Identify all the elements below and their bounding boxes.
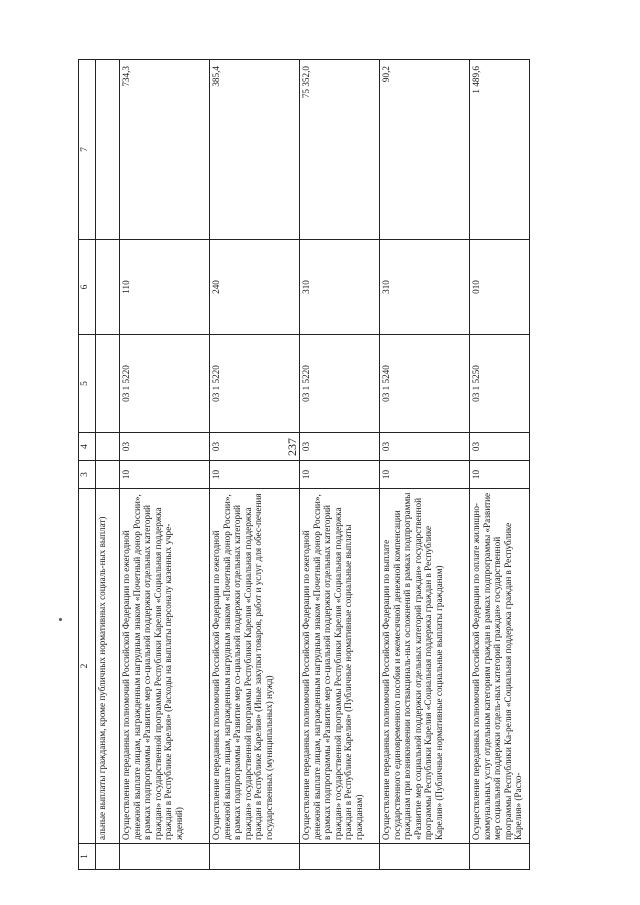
subsection-cell: 03 — [210, 433, 300, 461]
header-row — [79, 60, 96, 870]
row-number-cell — [380, 844, 470, 870]
expense-type-cell: 110 — [120, 240, 210, 335]
section-cell: 10 — [470, 461, 530, 489]
expense-type-cell: 310 — [380, 240, 470, 335]
section-cell: 10 — [300, 461, 380, 489]
description-cell: Осуществление переданных полномочий Российской Федерации по ежегодной денежной выплате лицам, награжденным нагрудным знаком «Почетный донор России», в рамках подпрограммы «Развитие мер со-циальной поддержки отдельных категорий граждан» государственной программы Республики Карелия «Социальная поддержка граждан в Республике Карелия» (Расходы на выплаты персоналу казенных учре-ждений) — [120, 489, 210, 844]
description-cell: Осуществление переданных полномочий Российской Федерации по выплате государственного единовременного пособия и ежемесячной денежной компенсации гражданам при возникновении поствакциналь-ных осложнений в рамках подпрограммы «Развитие мер социальной поддержки отдельных категорий граждан» государственной программы Республики Карелия «Социальная поддержка граждан в Республике Карелия» (Публичные нормативные социальные выплаты гражданам) — [380, 489, 470, 844]
amount-cell — [96, 60, 120, 240]
header-col-6: 6 — [79, 240, 96, 335]
amount-cell: 90,2 — [380, 60, 470, 240]
expense-type-cell: 010 — [470, 240, 530, 335]
amount-cell: 385,4 — [210, 60, 300, 240]
expense-type-cell: 240 — [210, 240, 300, 335]
target-article-cell — [96, 335, 120, 433]
page-number: 237 — [285, 438, 299, 456]
amount-cell: 1 489,6 — [470, 60, 530, 240]
target-article-cell: 03 1 5220 — [300, 335, 380, 433]
table-row — [96, 60, 120, 870]
header-col-1: 1 — [79, 844, 96, 870]
header-col-5: 5 — [79, 335, 96, 433]
description-cell: альные выплаты гражданам, кроме публичных нормативных социаль-ных выплат) — [96, 489, 120, 844]
expense-type-cell: 310 — [300, 240, 380, 335]
header-col-2: 2 — [79, 489, 96, 844]
row-number-cell — [210, 844, 300, 870]
header-col-7: 7 — [79, 60, 96, 240]
subsection-cell: 03 — [120, 433, 210, 461]
table-row — [210, 60, 300, 870]
row-number-cell — [120, 844, 210, 870]
subsection-cell: 03 — [470, 433, 530, 461]
scan-speck — [59, 618, 62, 621]
expense-type-cell — [96, 240, 120, 335]
subsection-cell — [96, 433, 120, 461]
rotated-budget-table-container — [78, 60, 578, 870]
description-cell: Осуществление переданных полномочий Российской Федерации по ежегодной денежной выплате лицам, награжденным нагрудным знаком «Почетный донор России», в рамках подпрограммы «Развитие мер со-циальной поддержки отдельных категорий граждан» государственной программы Республики Карелия «Социальная поддержка граждан в Республике Карелия» (Иные закупки товаров, работ и услуг для обес-печения государственных (муниципальных) нужд) — [210, 489, 300, 844]
header-col-3: 3 — [79, 461, 96, 489]
description-cell: Осуществление переданных полномочий Российской Федерации по ежегодной денежной выплате лицам, награжденным нагрудным знаком «Почетный донор России», в рамках подпрограммы «Развитие мер со-циальной поддержки отдельных категорий граждан» государственной программы Республики Карелия «Социальная поддержка граждан в Республике Карелия» (Публичные нормативные социальные выплаты гражданам) — [300, 489, 380, 844]
section-cell — [96, 461, 120, 489]
section-cell: 10 — [120, 461, 210, 489]
target-article-cell: 03 1 5220 — [120, 335, 210, 433]
amount-cell: 75 352,0 — [300, 60, 380, 240]
table-row — [120, 60, 210, 870]
subsection-cell: 03 — [380, 433, 470, 461]
subsection-cell: 03 — [300, 433, 380, 461]
table-row — [300, 60, 380, 870]
amount-cell: 734,3 — [120, 60, 210, 240]
section-cell: 10 — [380, 461, 470, 489]
row-number-cell — [96, 844, 120, 870]
table-row — [470, 60, 530, 870]
header-col-4: 4 — [79, 433, 96, 461]
budget-table — [78, 59, 530, 870]
table-row — [380, 60, 470, 870]
target-article-cell: 03 1 5250 — [470, 335, 530, 433]
target-article-cell: 03 1 5240 — [380, 335, 470, 433]
description-cell: Осуществление переданных полномочий Российской Федерации по оплате жилищно-коммунальных услуг отдельным категориям граждан в рамках подпрограммы «Развитие мер социальной поддержки отдель-ных категорий граждан» государственной программы Республики Ка-релия «Социальная поддержка граждан в Республике Карелия» (Расхо- — [470, 489, 530, 844]
target-article-cell: 03 1 5220 — [210, 335, 300, 433]
row-number-cell — [470, 844, 530, 870]
section-cell: 10 — [210, 461, 300, 489]
row-number-cell — [300, 844, 380, 870]
